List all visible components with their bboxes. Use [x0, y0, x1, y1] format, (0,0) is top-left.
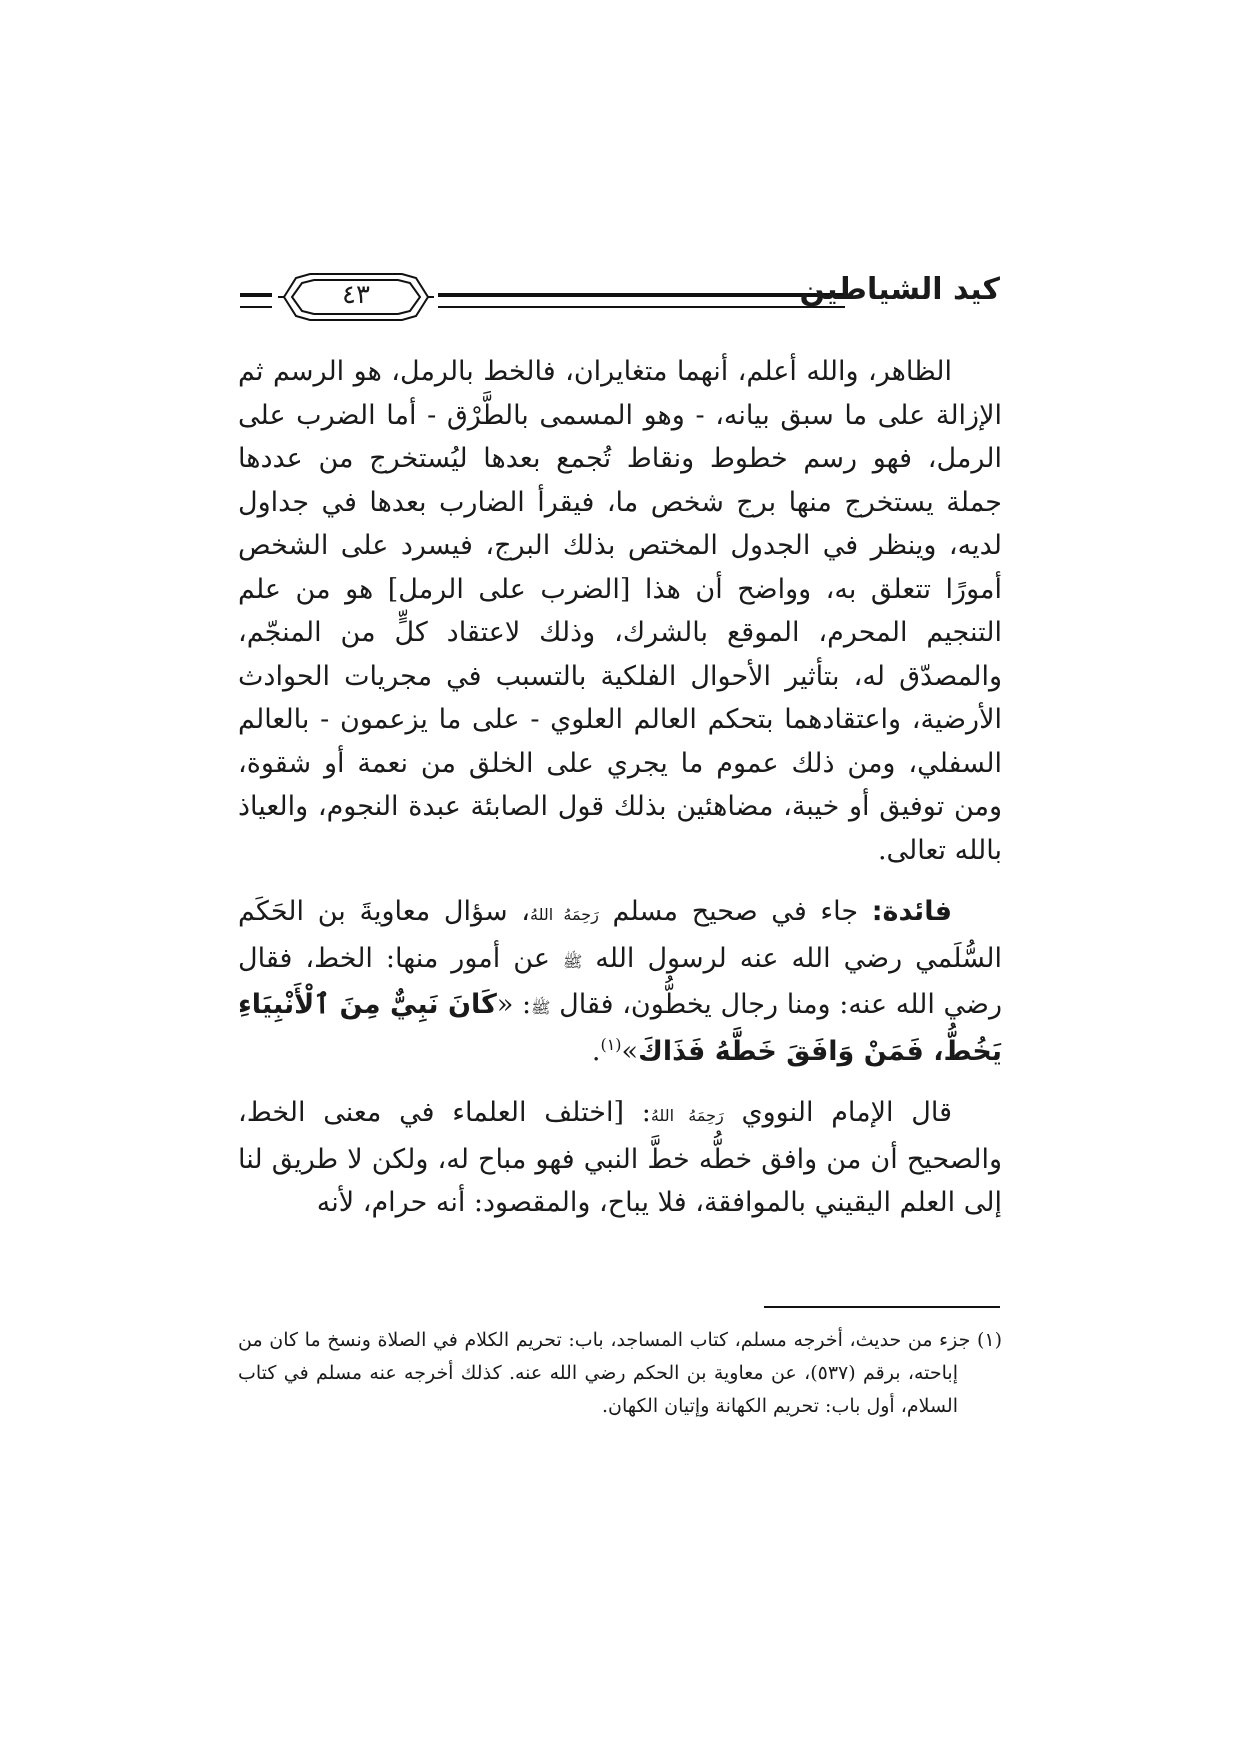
paragraph-3-text-1: قال الإمام النووي — [723, 1097, 952, 1128]
paragraph-2-text-6: . — [591, 1035, 601, 1067]
paragraph-2-text-5: » — [621, 1035, 639, 1067]
benefit-label: فائدة: — [871, 896, 953, 927]
paragraph-3 — [238, 1091, 1002, 1225]
salawat-mark: ﷺ — [531, 998, 551, 1017]
hadith-quote: كَانَ نَبِيٌّ مِنَ ٱلْأَنْبِيَاءِ يَخُطُّ، فَمَنْ وَافَقَ خَطَّهُ فَذَاكَ — [238, 989, 1002, 1067]
body-text — [238, 350, 1002, 1225]
footnotes — [238, 1324, 1002, 1423]
paragraph-1: الظاهر، والله أعلم، أنهما متغايران، فالخط بالرمل، هو الرسم ثم الإزالة على ما سبق بيانه، - وهو المسمى بالطَّرْق - أما الضرب على الرمل، فهو رسم خطوط ونقاط تُجمع بعدها ليُستخرج من عددها جملة يستخرج منها برج شخص ما، فيقرأ الضارب بعدها في جداول لديه، وينظر في الجدول المختص بذلك البرج، فيسرد على الشخص أمورًا تتعلق به، وواضح أن هذا [الضرب على الرمل] هو من علم التنجيم المحرم، الموقع بالشرك، وذلك لاعتقاد كلٍّ من المنجّم، والمصدّق له، بتأثير الأحوال الفلكية بالتسبب في مجريات الحوادث الأرضية، واعتقادهما بتحكم العالم العلوي - على ما يزعمون - بالعالم السفلي، ومن ذلك عموم ما يجري على الخلق من نعمة أو شقوة، ومن توفيق أو خيبة، مضاهئين بذلك قول الصابئة عبدة النجوم، والعياذ بالله تعالى. — [238, 356, 1002, 866]
footnote-ref[interactable]: (١) — [600, 1034, 622, 1054]
header-rule-left — [240, 293, 272, 308]
paragraph-3-text-2: : [اختلف العلماء في معنى الخط، والصحيح أن من وافق خطُّه خطَّ النبي فهو مباح له، ولكن لا طريق لنا إلى العلم اليقيني بالموافقة، فلا يباح، والمقصود: أنه حرام، لأنه — [238, 1097, 1002, 1218]
paragraph-2-text-4: : « — [496, 989, 532, 1020]
salawat-mark: ﷺ — [562, 951, 583, 971]
paragraph-2-text-3: عن أمور منها: الخط، فقال رضي الله عنه: ومنا رجال يخطُّون، فقال — [238, 942, 1002, 1020]
page-header — [240, 270, 1000, 326]
paragraph-2-text-1: جاء في صحيح مسلم — [598, 896, 872, 927]
page-number-badge — [276, 270, 436, 324]
honorific-mark: رَحِمَهُ اللهُ — [650, 1106, 724, 1125]
footnote-separator — [764, 1306, 1000, 1308]
header-rule-right — [438, 293, 845, 308]
honorific-mark: رَحِمَهُ اللهُ — [530, 905, 599, 924]
footnote-1: (١) جزء من حديث، أخرجه مسلم، كتاب المساجد، باب: تحريم الكلام في الصلاة ونسخ ما كان من إباحته، برقم (٥٣٧)، عن معاوية بن الحكم رضي الله عنه. كذلك أخرجه عنه مسلم في كتاب السلام، أول باب: تحريم الكهانة وإتيان الكهان. — [238, 1329, 1002, 1417]
page-number: ٤٣ — [342, 280, 370, 310]
paragraph-2-text-2: ، سؤال معاويةَ بن الحَكَم السُّلَمي رضي الله عنه لرسول الله — [238, 896, 1002, 974]
running-title: كيد الشياطين — [799, 272, 1000, 307]
paragraph-2 — [238, 890, 1002, 1073]
